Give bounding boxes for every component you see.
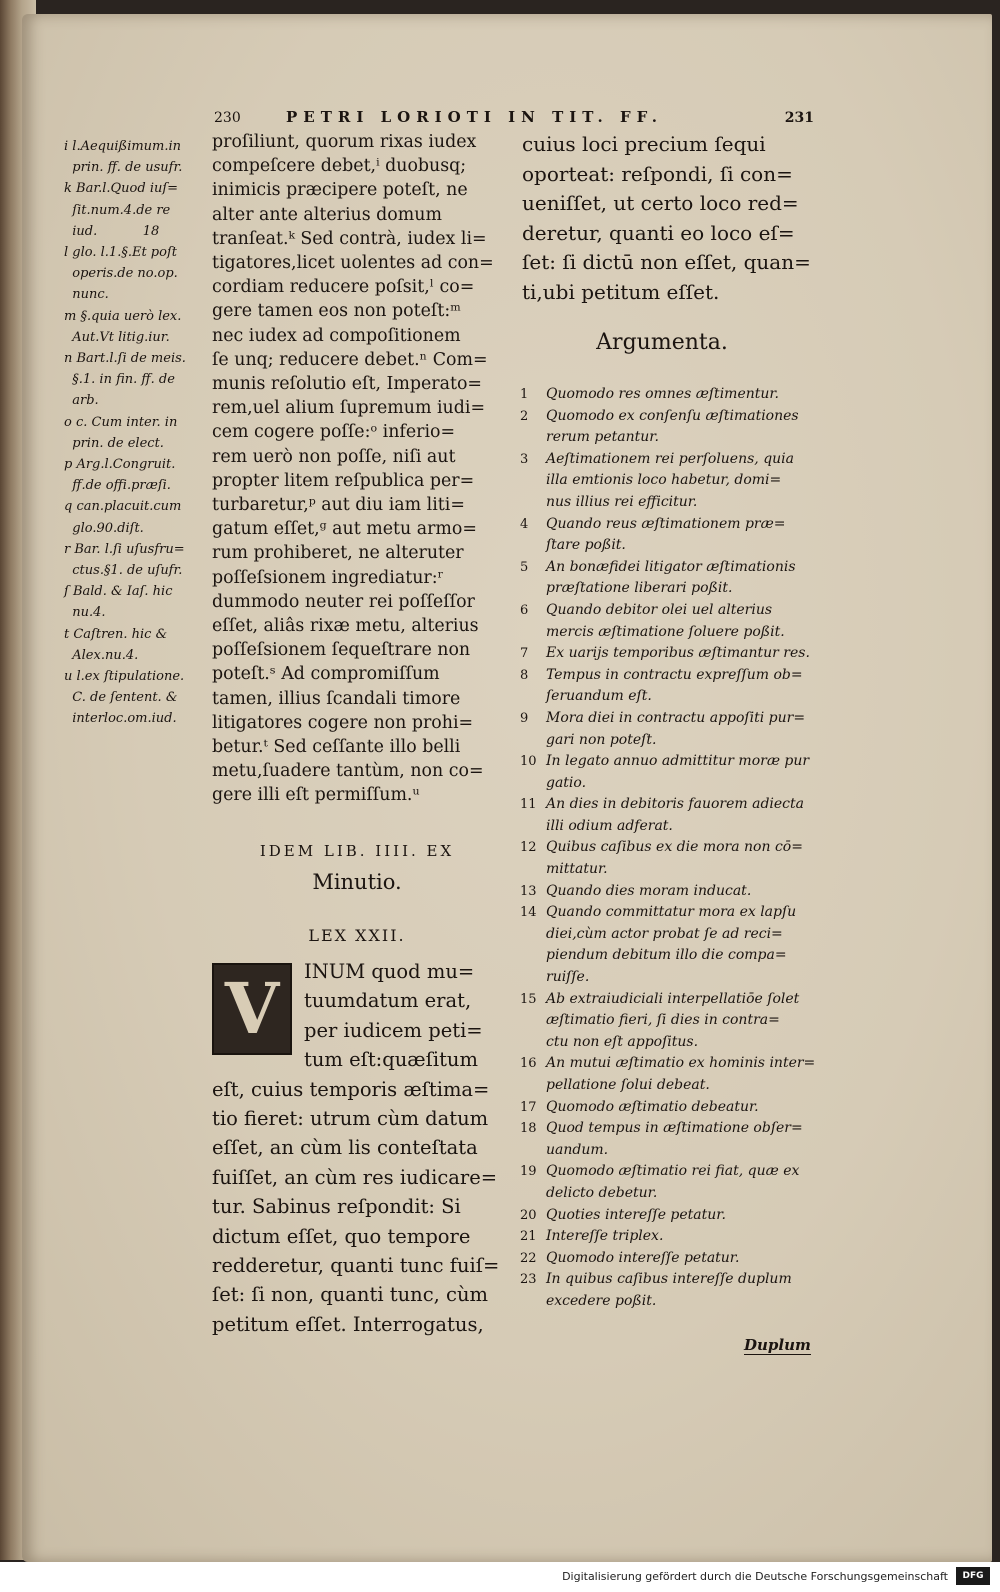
argumentum-text: diei,cùm actor probat ſe ad reci= xyxy=(546,925,783,942)
lex-heading: LEX XXII. xyxy=(308,926,406,945)
text-line: munis reſolutio eſt, Imperato= xyxy=(212,374,482,395)
text-line: compeſcere debet,ⁱ duobusq; xyxy=(212,156,467,177)
lex-text-line: fuiſſet, an cùm res iudicare= xyxy=(212,1165,498,1189)
text-line: gere illi eſt permiſſum.ᵘ xyxy=(212,785,420,806)
text-line: rum prohiberet, ne alteruter xyxy=(212,543,464,564)
margin-note-line: m §.quia uerò lex. xyxy=(64,308,182,324)
argumentum-number: 3 xyxy=(520,451,529,467)
text-line: ueniſſet, ut certo loco red= xyxy=(522,191,799,216)
argumentum-item xyxy=(520,1269,810,1312)
margin-note-line: ſ Bald. & Iaſ. hic xyxy=(64,584,173,600)
argumentum-number: 7 xyxy=(520,646,529,662)
text-line: nec iudex ad compoſitionem xyxy=(212,325,461,346)
argumentum-text: ruiſſe. xyxy=(546,969,590,986)
argumentum-text: Intereſſe triplex. xyxy=(546,1228,664,1245)
text-line: gere tamen eos non poteſt:ᵐ xyxy=(212,301,461,322)
margin-note-line: n Bart.l.ſi de meis. xyxy=(64,351,186,367)
dfg-logo: DFG xyxy=(956,1567,990,1585)
margin-note-line: r Bar. l.ſi uſusfru= xyxy=(64,541,185,557)
text-line: cuius loci precium ſequi xyxy=(522,132,766,156)
text-line: poſſeſsionem ingrediatur:ʳ xyxy=(212,567,444,588)
margin-note-line: prin. de elect. xyxy=(64,435,164,451)
catchword: Duplum xyxy=(744,1336,811,1354)
argumentum-text: delicto debetur. xyxy=(546,1184,658,1201)
margin-note-line: k Bar.l.Quod iuſ= xyxy=(64,181,179,197)
argumentum-text: Quando dies moram inducat. xyxy=(546,882,752,899)
argumentum-text: pellatione ſolui debeat. xyxy=(546,1077,710,1093)
text-line: cordiam reducere poſsit,ˡ co= xyxy=(212,277,475,298)
argumentum-text: præſtatione liberari poßit. xyxy=(546,580,733,597)
text-line: tranſeat.ᵏ Sed contrà, iudex li= xyxy=(212,228,487,249)
argumentum-number: 14 xyxy=(520,905,537,921)
margin-note-line: l glo. l.1.§.Et poſt xyxy=(64,245,177,261)
argumentum-text: ſeruandum eſt. xyxy=(546,688,652,705)
margin-note-line: glo.90.diſt. xyxy=(64,520,144,536)
argumentum-text: Quando debitor olei uel alterius xyxy=(546,601,773,618)
text-line: oporteat: reſpondi, ſi con= xyxy=(522,161,793,186)
lex-text-line: tum eſt:quæſitum xyxy=(304,1048,478,1072)
margin-note-line: Alex.nu.4. xyxy=(64,647,139,663)
argumentum-text: mittatur. xyxy=(546,861,608,878)
argumentum-item xyxy=(520,1161,810,1204)
page-number-left: 230 xyxy=(214,110,241,126)
margin-note-line: q can.placuit.cum xyxy=(64,499,182,515)
argumentum-text: Aeſtimationem rei perſoluens, quia xyxy=(546,450,795,467)
argumentum-item xyxy=(520,794,810,837)
text-line: turbaretur,ᵖ aut diu iam liti= xyxy=(212,495,465,516)
argumentum-item xyxy=(520,406,810,449)
argumentum-text: ctu non eſt appoſitus. xyxy=(546,1033,699,1050)
argumentum-number: 22 xyxy=(520,1250,537,1266)
argumentum-number: 12 xyxy=(520,840,537,856)
margin-note-line: i l.Aequißimum.in xyxy=(64,139,182,154)
text-line: inimicis præcipere poteſt, ne xyxy=(212,180,468,201)
text-line: rem uerò non poſſe, niſi aut xyxy=(212,446,456,467)
lex-text-line: redderetur, quanti tunc fuiſ= xyxy=(212,1254,500,1278)
text-line: betur.ᵗ Sed ceſſante illo belli xyxy=(212,737,461,758)
argumentum-number: 19 xyxy=(520,1164,537,1180)
lex-text xyxy=(212,957,498,1339)
argumentum-number: 10 xyxy=(520,754,537,770)
lex-text-line: tio fieret: utrum cùm datum xyxy=(212,1107,489,1131)
argumentum-text: In legato annuo admittitur moræ pur xyxy=(546,753,810,770)
argumentum-text: Tempus in contractu expreſſum ob= xyxy=(546,666,803,683)
argumentum-number: 15 xyxy=(520,991,537,1007)
argumentum-number: 11 xyxy=(520,797,537,813)
margin-note-line: ff.de offi.præſi. xyxy=(64,478,171,494)
margin-note-line: C. de ſentent. & xyxy=(64,690,178,706)
margin-note-line: u l.ex ſtipulatione. xyxy=(64,669,185,685)
lex-text-line: petitum eſſet. Interrogatus, xyxy=(212,1312,484,1336)
argumentum-item xyxy=(520,665,810,708)
initial-letter: V xyxy=(224,967,280,1050)
text-line: eſſet, aliâs rixæ metu, alterius xyxy=(212,616,479,637)
argumentum-number: 13 xyxy=(520,883,537,899)
argumenta-title: Argumenta. xyxy=(596,330,728,355)
margin-note-line: iud. 18 xyxy=(64,223,160,239)
argumentum-text: piendum debitum illo die compa= xyxy=(546,947,787,964)
argumentum-text: Quomodo res omnes æſtimentur. xyxy=(546,386,779,402)
argumentum-text: gari non poteſt. xyxy=(546,731,657,748)
argumentum-text: Quod tempus in æſtimatione obſer= xyxy=(546,1120,803,1137)
lex-text-line: per iudicem peti= xyxy=(304,1018,483,1042)
margin-note-line: nunc. xyxy=(64,287,109,303)
argumentum-item xyxy=(520,989,810,1054)
argumentum-item xyxy=(520,514,810,557)
argumentum-item xyxy=(520,600,810,643)
margin-note-line: operis.de no.op. xyxy=(64,266,178,282)
margin-note-line: ctus.§1. de uſufr. xyxy=(64,563,183,579)
argumentum-item xyxy=(520,708,810,751)
argumentum-number: 6 xyxy=(520,602,529,618)
argumentum-text: nus illius rei efficitur. xyxy=(546,493,698,510)
text-line: cem cogere poſſe:ᵒ inferio= xyxy=(212,422,456,443)
text-line: tigatores,licet uolentes ad con= xyxy=(212,253,494,274)
argumentum-number: 21 xyxy=(520,1229,537,1245)
text-line: rem,uel alium ſupremum iudi= xyxy=(212,398,486,419)
margin-note-line: nu.4. xyxy=(64,605,106,621)
argumentum-item xyxy=(520,557,810,600)
text-line: deretur, quanti eo loco eſ= xyxy=(522,220,795,245)
argumentum-text: illi odium adferat. xyxy=(546,817,673,834)
text-line: poſſeſsionem ſequeſtrare non xyxy=(212,640,471,661)
argumentum-item xyxy=(520,1226,810,1248)
margin-note-line: interloc.om.iud. xyxy=(64,711,177,727)
text-line: alter ante alterius domum xyxy=(212,204,442,225)
argumentum-text: Quomodo æſtimatio debeatur. xyxy=(546,1098,759,1115)
argumentum-number: 1 xyxy=(520,387,529,402)
argumentum-text: Quomodo ex conſenſu æſtimationes xyxy=(546,407,799,424)
argumentum-item xyxy=(520,1097,810,1119)
text-column-left xyxy=(212,130,502,808)
argumentum-number: 4 xyxy=(520,516,529,532)
argumentum-item xyxy=(520,837,810,880)
argumentum-text: rerum petantur. xyxy=(546,429,659,446)
argumentum-text: excedere poßit. xyxy=(546,1292,657,1309)
argumenta-list xyxy=(520,384,816,1313)
text-line: ſet: ſi dictū non eſſet, quan= xyxy=(522,250,811,275)
lex-text-line: eſt, cuius temporis æſtima= xyxy=(212,1077,490,1101)
lex-text-line: dictum eſſet, quo tempore xyxy=(212,1224,471,1248)
margin-note-line: arb. xyxy=(64,393,99,409)
argumentum-text: An bonæfidei litigator æſtimationis xyxy=(546,558,796,575)
argumentum-text: An dies in debitoris fauorem adiecta xyxy=(546,796,804,813)
footer-credit: Digitalisierung gefördert durch die Deutsche Forschungsgemeinschaft xyxy=(562,1570,948,1583)
argumentum-text: gatio. xyxy=(546,774,587,791)
argumentum-item xyxy=(520,449,810,514)
argumentum-number: 5 xyxy=(520,559,529,575)
text-line: gatum eſſet,ᵍ aut metu armo= xyxy=(212,519,477,540)
argumentum-item xyxy=(520,384,810,406)
margin-note-line: t Caſtren. hic & xyxy=(64,626,168,642)
argumentum-item xyxy=(520,1053,816,1096)
argumentum-item xyxy=(520,1248,810,1270)
text-line: dummodo neuter rei poſſeſſor xyxy=(212,591,475,612)
argumentum-text: uandum. xyxy=(546,1141,609,1158)
margin-note-line: p Arg.l.Congruit. xyxy=(64,457,176,473)
argumentum-number: 20 xyxy=(520,1207,537,1223)
argumentum-item xyxy=(520,643,810,665)
argumentum-item xyxy=(520,1118,810,1161)
running-head-title: PETRI LORIOTI IN TIT. FF. xyxy=(286,108,663,126)
argumentum-item xyxy=(520,881,810,903)
argumentum-number: 8 xyxy=(520,667,529,683)
argumentum-text: mercis æſtimatione ſoluere poßit. xyxy=(546,623,785,640)
text-line: propter litem reſpublica per= xyxy=(212,470,475,491)
argumentum-number: 23 xyxy=(520,1272,537,1288)
margin-note-line: ſit.num.4.de re xyxy=(64,202,171,218)
text-line: ti,ubi petitum eſſet. xyxy=(522,279,720,304)
argumentum-text: In quibus caſibus intereſſe duplum xyxy=(546,1271,792,1288)
page-number-right: 231 xyxy=(784,110,814,126)
argumentum-number: 17 xyxy=(520,1099,537,1115)
argumentum-text: Quando reus æſtimationem præ= xyxy=(546,515,786,532)
lex-text-line: tuumdatum erat, xyxy=(304,989,472,1013)
argumentum-text: Quando committatur mora ex lapſu xyxy=(546,904,797,921)
argumentum-number: 2 xyxy=(520,408,529,424)
margin-note-line: Aut.Vt litig.iur. xyxy=(64,329,170,345)
margin-note-line: prin. ff. de usufr. xyxy=(64,160,183,176)
lex-text-line: eſſet, an cùm lis conteſtata xyxy=(212,1136,478,1160)
text-line: proſiliunt, quorum rixas iudex xyxy=(212,132,477,152)
text-line: tamen, illius ſcandali timore xyxy=(212,688,461,709)
argumentum-text: Ab extraiudiciali interpellatiōe ſolet xyxy=(546,990,800,1007)
argumentum-text: Quomodo æſtimatio rei fiat, quæ ex xyxy=(546,1163,800,1180)
text-line: litigatores cogere non prohi= xyxy=(212,712,474,733)
lex-text-line: tur. Sabinus reſpondit: Si xyxy=(212,1195,461,1219)
argumentum-number: 16 xyxy=(520,1056,537,1072)
text-line: metu,ſuadere tantùm, non co= xyxy=(212,761,484,782)
argumentum-text: Quomodo intereſſe petatur. xyxy=(546,1249,740,1266)
margin-notes xyxy=(64,136,208,730)
text-line: ſe unq; reducere debet.ⁿ Com= xyxy=(212,349,488,370)
argumentum-text: æſtimatio fieri, ſi dies in contra= xyxy=(546,1012,780,1029)
section-subheading: Minutio. xyxy=(312,870,402,894)
argumentum-item xyxy=(520,902,810,988)
argumentum-text: ſtare poßit. xyxy=(546,537,626,554)
margin-note-line: §.1. in fin. ff. de xyxy=(64,372,175,388)
text-column-right-top xyxy=(522,130,812,308)
argumentum-number: 9 xyxy=(520,710,529,726)
argumentum-text: Mora diei in contractu appoſiti pur= xyxy=(546,709,806,726)
argumentum-text: Quoties intereſſe petatur. xyxy=(546,1206,726,1223)
lex-text-line: ſet: ſi non, quanti tunc, cùm xyxy=(212,1283,489,1307)
argumentum-number: 18 xyxy=(520,1121,537,1137)
section-heading: IDEM LIB. IIII. EX xyxy=(259,842,455,860)
argumentum-text: illa emtionis loco habetur, domi= xyxy=(546,472,782,489)
argumentum-item xyxy=(520,1205,810,1227)
text-line: poteſt.ˢ Ad compromiſſum xyxy=(212,664,440,685)
argumentum-item xyxy=(520,751,810,794)
margin-note-line: o c. Cum inter. in xyxy=(64,414,178,430)
argumentum-text: Quibus caſibus ex die mora non cō= xyxy=(546,839,803,856)
argumentum-text: Ex uarijs temporibus æſtimantur res. xyxy=(546,645,810,662)
lex-text-line: INUM quod mu= xyxy=(304,960,475,983)
argumentum-text: An mutui æſtimatio ex hominis inter= xyxy=(546,1055,816,1072)
